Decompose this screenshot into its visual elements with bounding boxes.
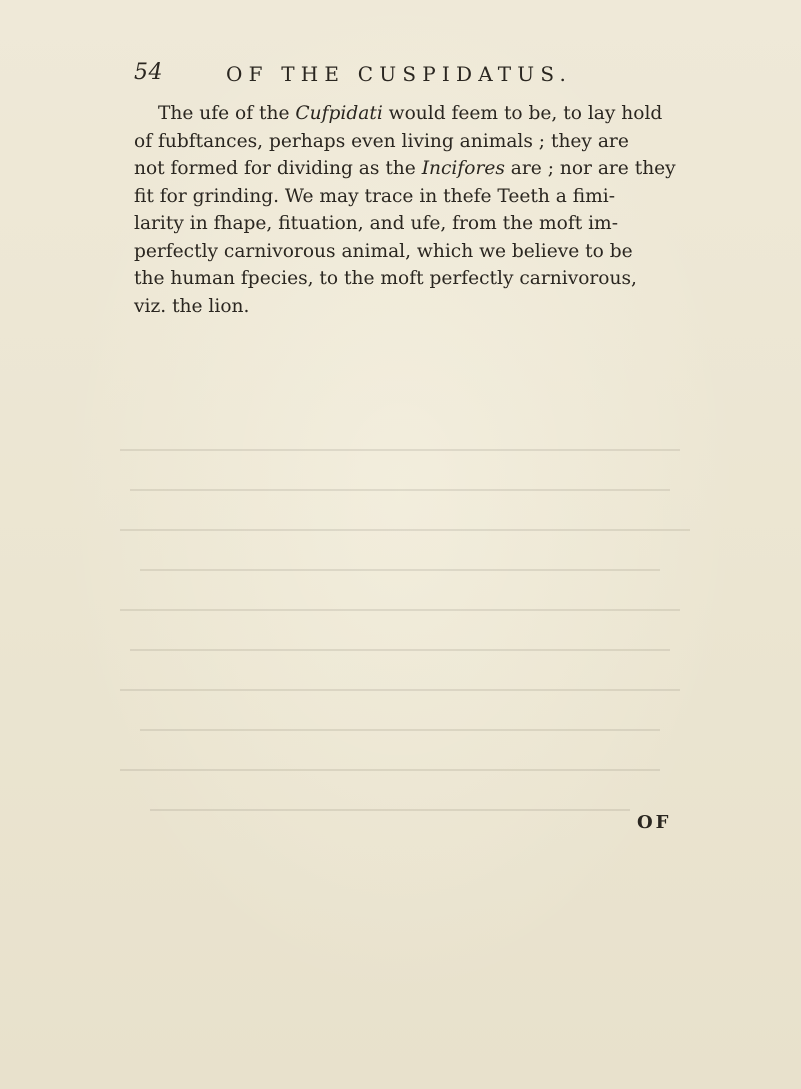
- text-line-4: fit for grinding. We may trace in thefe Teeth a fimi-: [134, 185, 615, 207]
- catchword: OF: [637, 812, 672, 833]
- text-line-5: larity in fhape, fituation, and ufe, from the moft im-: [134, 213, 618, 234]
- text-segment: are ; nor are they: [504, 158, 676, 179]
- text-segment: The ufe of the: [158, 103, 296, 124]
- text-line-8: viz. the lion.: [134, 295, 250, 317]
- text-segment: would feem to be, to lay hold: [382, 103, 663, 124]
- text-line-1: [134, 100, 674, 128]
- italic-term-cufpidati: Cufpidati: [295, 103, 383, 124]
- page-number: 54: [134, 60, 163, 85]
- running-header: [134, 58, 674, 92]
- text-segment: not formed for dividing as the: [134, 158, 422, 179]
- text-line-7: the human fpecies, to the moft perfectly carnivorous,: [134, 268, 637, 289]
- running-title: OF THE CUSPIDATUS.: [226, 62, 573, 86]
- paragraph: [134, 100, 674, 320]
- text-line-3: [134, 155, 674, 183]
- italic-term-incifores: Incifores: [421, 158, 505, 179]
- show-through-texture: [110, 430, 710, 850]
- text-line-2: of fubftances, perhaps even living animals ; they are: [134, 130, 629, 152]
- text-line-6: perfectly carnivorous animal, which we believe to be: [134, 240, 633, 262]
